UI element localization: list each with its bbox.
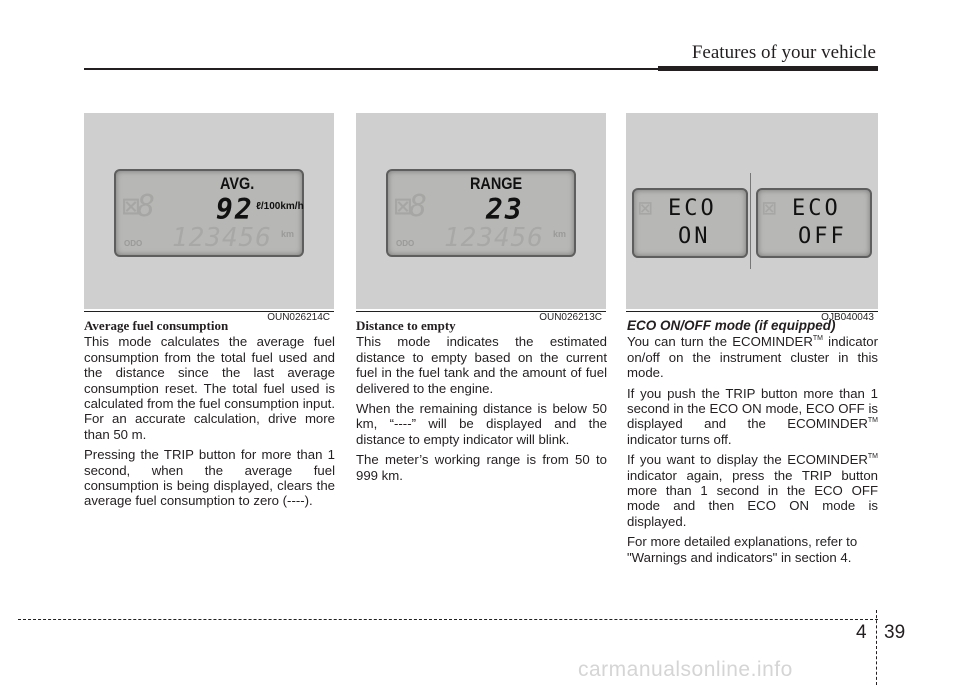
- lcd-value: 23: [486, 193, 524, 226]
- footer-rule: [18, 619, 878, 620]
- text-run: indicator turns off.: [627, 431, 732, 447]
- lcd-eco-on-panel: [632, 188, 748, 258]
- figure-divider: [750, 173, 751, 269]
- footer-divider: [876, 610, 877, 685]
- lcd-display: [114, 169, 304, 257]
- lcd-title: RANGE: [470, 174, 523, 193]
- lcd-display: [386, 169, 576, 257]
- paragraph: [627, 334, 878, 380]
- watermark: carmanualsonline.info: [578, 658, 793, 681]
- lcd-title: AVG.: [220, 174, 255, 193]
- paragraph: When the remaining distance is below 50 km, “----” will be displayed and the distance to empty indicator will blink.: [356, 401, 607, 447]
- eco-line2: OFF: [798, 224, 847, 249]
- text-run: If you push the TRIP button more than 1 second in the ECO ON mode, ECO OFF is displayed and the ECOMINDER: [627, 385, 878, 432]
- lcd-odo-ghost: 123456: [444, 223, 544, 253]
- figure-code: OJB040043: [821, 312, 874, 323]
- lcd-km-label: km: [280, 229, 294, 239]
- lcd-ghost-segments: ⊠: [762, 194, 777, 222]
- eco-line1: ECO: [792, 196, 841, 221]
- lcd-ghost-segments: ⊠8: [122, 189, 153, 224]
- section-eco-mode: [627, 318, 878, 570]
- lcd-km-label: km: [552, 229, 566, 239]
- section-heading: ECO ON/OFF mode (if equipped): [627, 318, 836, 333]
- section-heading: Distance to empty: [356, 318, 456, 333]
- lcd-value: 92: [216, 193, 254, 226]
- paragraph: [627, 386, 878, 448]
- lcd-odo-label: ODO: [124, 239, 143, 248]
- text-run: indicator again, press the TRIP button more than 1 second in the ECO OFF mode and then ECO ON mode is displayed.: [627, 467, 878, 529]
- trademark: TM: [867, 453, 878, 461]
- section-heading: Average fuel consumption: [84, 318, 229, 333]
- lcd-ghost-segments: ⊠: [638, 194, 653, 222]
- text-run: You can turn the ECOMINDER: [627, 334, 813, 350]
- paragraph: Pressing the TRIP button for more than 1 second, when the average fuel consumption is being displayed, clears the average fuel consumption to zero (----).: [84, 447, 335, 509]
- text-run: If you want to display the ECOMINDER: [627, 452, 868, 468]
- paragraph: This mode indicates the estimated distance to empty based on the current fuel in the fuel tank and the amount of fuel delivered to the engine.: [356, 334, 607, 396]
- figure-eco-display: [626, 113, 878, 323]
- lcd-ghost-segments: ⊠8: [394, 189, 425, 224]
- lcd-unit: ℓ/100km/h: [256, 201, 304, 212]
- page-number: 39: [884, 622, 906, 643]
- paragraph: For more detailed explanations, refer to "Warnings and indicators" in section 4.: [627, 534, 858, 565]
- figure-code: OUN026214C: [267, 312, 330, 323]
- header-title: Features of your vehicle: [691, 42, 876, 63]
- paragraph: [627, 452, 878, 529]
- paragraph: This mode calculates the average fuel consumption from the total fuel used and the distance since the last average consumption reset. The total fuel used is calculated from the fuel consumption input. For an accurate calculation, drive more than 50 m.: [84, 334, 335, 442]
- eco-line1: ECO: [668, 196, 717, 221]
- section-distance-to-empty: [356, 318, 607, 488]
- figure-code: OUN026213C: [539, 312, 602, 323]
- header-rule-accent: [658, 66, 878, 71]
- figure-range-display: [356, 113, 606, 323]
- lcd-odo-label: ODO: [396, 239, 415, 248]
- trademark: TM: [812, 335, 823, 343]
- text-run: indicator on/off on the instrument cluster in this mode.: [627, 334, 878, 381]
- chapter-number: 4: [856, 622, 867, 643]
- eco-line2: ON: [678, 224, 711, 249]
- lcd-odo-ghost: 123456: [172, 223, 272, 253]
- trademark: TM: [867, 417, 878, 425]
- paragraph: The meter’s working range is from 50 to 999 km.: [356, 452, 607, 483]
- figure-average-fuel-display: [84, 113, 334, 323]
- lcd-eco-off-panel: [756, 188, 872, 258]
- section-average-fuel: [84, 318, 335, 514]
